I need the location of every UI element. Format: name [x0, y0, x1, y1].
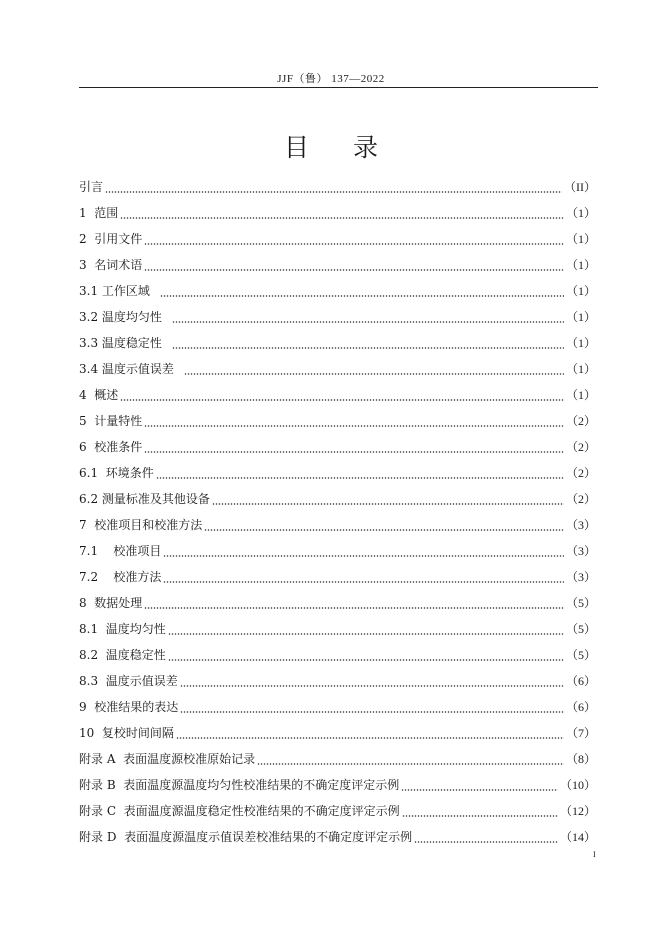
toc-entry-title: 3 名词术语	[79, 258, 143, 272]
toc-entry-page: （6）	[565, 700, 596, 714]
dot-leader	[184, 362, 564, 376]
page-title: 目 录	[284, 133, 396, 162]
dot-leader	[257, 752, 564, 766]
toc-entry-page: （5）	[565, 596, 596, 610]
dot-leader	[212, 492, 564, 506]
dot-leader	[168, 622, 564, 636]
toc-entry[interactable]	[79, 798, 596, 824]
toc-entry[interactable]	[79, 252, 596, 278]
toc-entry-title: 附录 B 表面温度源温度均匀性校准结果的不确定度评定示例	[79, 778, 400, 792]
toc-entry[interactable]	[79, 486, 596, 512]
dot-leader	[144, 258, 564, 272]
toc-entry-title: 3.2 温度均匀性	[79, 310, 170, 324]
dot-leader	[180, 700, 564, 714]
toc-entry-title: 8.2 温度稳定性	[79, 648, 166, 662]
toc-entry-page: （1）	[565, 388, 596, 402]
toc-entry-page: （II）	[564, 180, 596, 194]
toc-entry-page: （1）	[565, 310, 596, 324]
dot-leader	[176, 726, 564, 740]
toc-entry[interactable]	[79, 824, 596, 850]
toc-entry-page: （1）	[565, 258, 596, 272]
toc-entry[interactable]	[79, 382, 596, 408]
toc-entry[interactable]	[79, 538, 596, 564]
toc-entry[interactable]	[79, 512, 596, 538]
toc-entry[interactable]	[79, 356, 596, 382]
toc-entry-page: （2）	[565, 492, 596, 506]
toc-entry[interactable]	[79, 746, 596, 772]
toc-entry-title: 7.2 校准方法	[79, 570, 162, 584]
toc-entry[interactable]	[79, 226, 596, 252]
toc-entry-title: 6.1 环境条件	[79, 466, 154, 480]
toc-entry-page: （10）	[559, 778, 596, 792]
toc-entry[interactable]	[79, 408, 596, 434]
toc-entry-page: （1）	[565, 232, 596, 246]
toc-entry-page: （2）	[565, 440, 596, 454]
dot-leader	[414, 830, 558, 844]
dot-leader	[144, 440, 564, 454]
dot-leader	[168, 648, 564, 662]
toc-entry-page: （5）	[565, 622, 596, 636]
table-of-contents	[79, 174, 596, 850]
toc-entry[interactable]	[79, 434, 596, 460]
toc-entry-page: （5）	[565, 648, 596, 662]
header-divider	[79, 87, 598, 88]
dot-leader	[144, 414, 564, 428]
toc-entry-title: 8.3 温度示值误差	[79, 674, 178, 688]
dot-leader	[156, 466, 564, 480]
toc-entry-title: 引言	[79, 180, 104, 194]
dot-leader	[144, 596, 564, 610]
dot-leader	[401, 778, 558, 792]
toc-entry-title: 10 复校时间间隔	[79, 726, 174, 740]
toc-entry-title: 3.3 温度稳定性	[79, 336, 170, 350]
dot-leader	[144, 232, 564, 246]
dot-leader	[180, 674, 564, 688]
dot-leader	[105, 180, 562, 194]
toc-entry-title: 3.4 温度示值误差	[79, 362, 182, 376]
standard-code-header: JJF（鲁） 137—2022	[277, 73, 385, 85]
toc-entry-page: （2）	[565, 414, 596, 428]
page-number: I	[593, 850, 596, 859]
toc-entry-title: 附录 D 表面温度源温度示值误差校准结果的不确定度评定示例	[79, 830, 413, 844]
toc-entry-title: 6.2 测量标准及其他设备	[79, 492, 210, 506]
dot-leader	[402, 804, 558, 818]
toc-entry[interactable]	[79, 564, 596, 590]
toc-entry-title: 附录 A 表面温度源校准原始记录	[79, 752, 256, 766]
toc-entry-page: （3）	[565, 518, 596, 532]
toc-entry[interactable]	[79, 694, 596, 720]
toc-entry-page: （1）	[565, 336, 596, 350]
toc-entry[interactable]	[79, 720, 596, 746]
toc-entry[interactable]	[79, 460, 596, 486]
toc-entry[interactable]	[79, 278, 596, 304]
toc-entry[interactable]	[79, 668, 596, 694]
dot-leader	[204, 518, 564, 532]
toc-entry-title: 5 计量特性	[79, 414, 143, 428]
toc-entry-page: （1）	[565, 206, 596, 220]
toc-entry[interactable]	[79, 642, 596, 668]
toc-entry-title: 1 范围	[79, 206, 119, 220]
toc-entry[interactable]	[79, 304, 596, 330]
toc-entry-title: 9 校准结果的表达	[79, 700, 179, 714]
toc-entry-title: 2 引用文件	[79, 232, 143, 246]
toc-entry-title: 附录 C 表面温度源温度稳定性校准结果的不确定度评定示例	[79, 804, 400, 818]
toc-entry-page: （14）	[559, 830, 596, 844]
dot-leader	[120, 388, 564, 402]
toc-entry-page: （3）	[565, 544, 596, 558]
toc-entry[interactable]	[79, 174, 596, 200]
toc-entry-title: 7 校准项目和校准方法	[79, 518, 203, 532]
toc-entry[interactable]	[79, 590, 596, 616]
dot-leader	[163, 570, 564, 584]
toc-entry[interactable]	[79, 330, 596, 356]
toc-entry-title: 4 概述	[79, 388, 119, 402]
toc-entry[interactable]	[79, 772, 596, 798]
dot-leader	[120, 206, 564, 220]
toc-entry[interactable]	[79, 200, 596, 226]
toc-entry-page: （1）	[565, 362, 596, 376]
toc-entry-page: （6）	[565, 674, 596, 688]
toc-entry-title: 8 数据处理	[79, 596, 143, 610]
toc-entry-page: （8）	[565, 752, 596, 766]
dot-leader	[160, 284, 564, 298]
toc-entry-title: 6 校准条件	[79, 440, 143, 454]
toc-entry-title: 3.1 工作区域	[79, 284, 158, 298]
toc-entry-page: （7）	[565, 726, 596, 740]
toc-entry-page: （3）	[565, 570, 596, 584]
toc-entry-title: 8.1 温度均匀性	[79, 622, 166, 636]
dot-leader	[172, 336, 564, 350]
toc-entry-page: （12）	[559, 804, 596, 818]
toc-entry-page: （1）	[565, 284, 596, 298]
toc-entry-title: 7.1 校准项目	[79, 544, 162, 558]
toc-entry[interactable]	[79, 616, 596, 642]
dot-leader	[163, 544, 564, 558]
toc-entry-page: （2）	[565, 466, 596, 480]
dot-leader	[172, 310, 564, 324]
